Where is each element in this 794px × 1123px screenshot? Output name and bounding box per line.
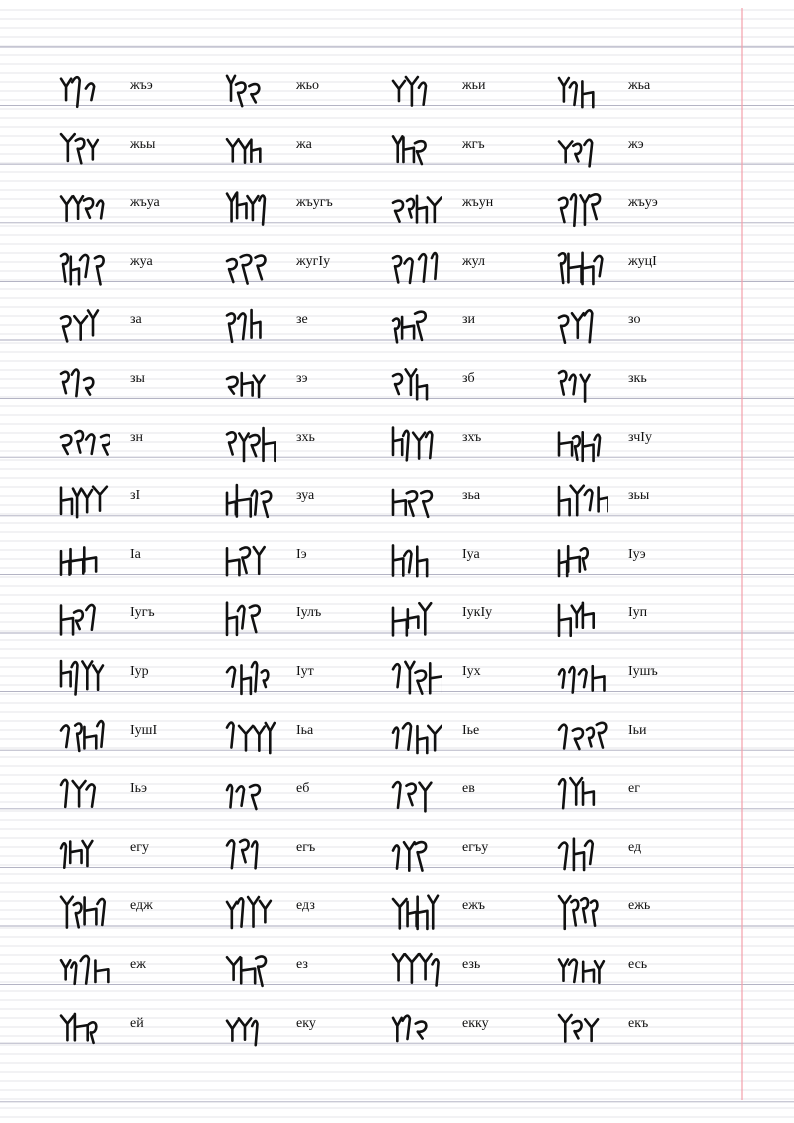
handwritten-glyph-icon	[224, 189, 276, 234]
handwritten-glyph-icon	[224, 365, 276, 410]
entry-label: Iуэ	[628, 546, 646, 562]
handwritten-glyph-icon	[58, 189, 110, 234]
handwritten-glyph-icon	[556, 248, 608, 293]
handwritten-glyph-icon	[556, 599, 608, 644]
handwritten-glyph-icon	[556, 424, 608, 469]
entry-row	[0, 880, 794, 938]
entry-label: езь	[462, 957, 481, 972]
handwritten-glyph-icon	[58, 1010, 110, 1055]
entry-label: зI	[130, 488, 141, 504]
handwritten-glyph-icon	[58, 306, 110, 351]
handwritten-glyph-icon	[390, 717, 442, 762]
handwritten-glyph-icon	[390, 131, 442, 176]
entry-label: жьы	[130, 136, 156, 152]
entry-label: жъун	[462, 195, 494, 211]
entry-label: жьи	[462, 78, 486, 93]
handwritten-glyph-icon	[556, 72, 608, 117]
entry-label: зб	[462, 371, 475, 386]
entry-label: жуцI	[628, 253, 657, 269]
handwritten-glyph-icon	[224, 658, 276, 703]
entry-row	[0, 119, 794, 177]
handwritten-glyph-icon	[390, 248, 442, 293]
handwritten-glyph-icon	[224, 424, 276, 469]
handwritten-glyph-icon	[224, 834, 276, 879]
handwritten-glyph-icon	[224, 599, 276, 644]
entry-label: зо	[628, 312, 641, 328]
entry-row	[0, 705, 794, 763]
handwritten-glyph-icon	[390, 365, 442, 410]
entry-label: жъугъ	[296, 195, 333, 211]
handwritten-glyph-icon	[556, 365, 608, 410]
entry-label: ежь	[628, 898, 651, 914]
entry-label: едж	[130, 898, 153, 914]
handwritten-glyph-icon	[58, 482, 110, 527]
entry-row	[0, 646, 794, 704]
entry-label: Iьа	[296, 722, 314, 738]
entry-label: еб	[296, 781, 310, 797]
entry-label: жул	[462, 253, 486, 269]
entry-row	[0, 412, 794, 470]
entry-label: Iугъ	[130, 605, 155, 621]
handwritten-glyph-icon	[390, 1010, 442, 1055]
handwritten-glyph-icon	[556, 834, 608, 879]
handwritten-glyph-icon	[390, 599, 442, 644]
handwritten-glyph-icon	[58, 892, 110, 937]
entry-label: егу	[130, 839, 149, 855]
entry-label: зы	[130, 371, 145, 386]
entry-label: зхъ	[462, 429, 482, 445]
entry-label: зе	[296, 312, 308, 328]
entry-label: Iур	[130, 664, 149, 679]
entry-row	[0, 587, 794, 645]
handwritten-glyph-icon	[556, 541, 608, 586]
entry-label: зн	[130, 429, 144, 445]
entry-label: зхь	[296, 429, 315, 445]
entry-label: жгъ	[462, 136, 485, 152]
handwritten-glyph-icon	[224, 306, 276, 351]
handwritten-glyph-icon	[58, 424, 110, 469]
entry-label: жъэ	[130, 78, 153, 93]
handwritten-glyph-icon	[58, 951, 110, 996]
entry-label: зьы	[628, 488, 650, 504]
entry-row	[0, 470, 794, 528]
entry-label: зи	[462, 312, 476, 328]
handwritten-glyph-icon	[390, 72, 442, 117]
handwritten-glyph-icon	[224, 248, 276, 293]
entry-label: ед	[628, 839, 642, 855]
handwritten-glyph-icon	[224, 482, 276, 527]
entry-row	[0, 822, 794, 880]
handwritten-glyph-icon	[58, 658, 110, 703]
handwritten-glyph-icon	[390, 951, 442, 996]
handwritten-glyph-icon	[390, 541, 442, 586]
entry-label: жуа	[130, 253, 153, 269]
entry-label: Iушъ	[628, 664, 658, 679]
handwritten-glyph-icon	[224, 1010, 276, 1055]
entry-label: еку	[296, 1015, 316, 1031]
entry-label: жугIу	[296, 253, 331, 269]
entry-label: зкь	[628, 371, 647, 386]
handwritten-glyph-icon	[390, 189, 442, 234]
entry-label: Iьи	[628, 722, 647, 738]
entry-label: Iуп	[628, 605, 648, 621]
entry-row	[0, 763, 794, 821]
handwritten-glyph-icon	[58, 72, 110, 117]
handwritten-glyph-icon	[224, 717, 276, 762]
entry-row	[0, 294, 794, 352]
handwritten-glyph-icon	[58, 365, 110, 410]
handwritten-glyph-icon	[556, 131, 608, 176]
entry-label: Iулъ	[296, 605, 322, 621]
handwritten-glyph-icon	[224, 892, 276, 937]
entry-label: есь	[628, 957, 648, 972]
entry-label: Iут	[296, 664, 314, 679]
handwritten-glyph-icon	[58, 541, 110, 586]
entry-label: егъ	[296, 839, 316, 855]
entry-label: IушI	[130, 722, 158, 738]
entry-label: жэ	[628, 136, 644, 152]
handwritten-glyph-icon	[556, 775, 608, 820]
entry-label: едз	[296, 898, 315, 914]
handwritten-glyph-icon	[390, 834, 442, 879]
entry-row	[0, 60, 794, 118]
handwritten-glyph-icon	[58, 717, 110, 762]
handwritten-glyph-icon	[58, 775, 110, 820]
entry-label: ез	[296, 957, 308, 972]
handwritten-glyph-icon	[556, 951, 608, 996]
handwritten-glyph-icon	[556, 189, 608, 234]
entry-label: Iа	[130, 546, 141, 562]
handwritten-glyph-icon	[556, 892, 608, 937]
entry-row	[0, 177, 794, 235]
handwritten-glyph-icon	[58, 248, 110, 293]
entry-label: Iье	[462, 722, 480, 738]
entry-label: Iух	[462, 664, 481, 679]
handwritten-glyph-icon	[556, 1010, 608, 1055]
handwritten-glyph-icon	[58, 834, 110, 879]
handwritten-glyph-icon	[390, 482, 442, 527]
entry-row	[0, 236, 794, 294]
entry-label: жъуа	[130, 195, 160, 211]
handwritten-glyph-icon	[556, 717, 608, 762]
handwritten-glyph-icon	[556, 482, 608, 527]
entry-label: жа	[296, 136, 312, 152]
entry-label: Iэ	[296, 546, 307, 562]
entry-label: ег	[628, 781, 640, 797]
handwritten-glyph-icon	[58, 131, 110, 176]
entry-label: ев	[462, 781, 475, 797]
entry-label: егъу	[462, 839, 489, 855]
entry-label: еж	[130, 957, 146, 972]
handwritten-glyph-icon	[224, 72, 276, 117]
entry-label: Iуа	[462, 546, 480, 562]
entry-label: ежъ	[462, 898, 485, 914]
entry-label: жьа	[628, 78, 651, 93]
entry-label: ей	[130, 1015, 144, 1031]
handwritten-glyph-icon	[390, 658, 442, 703]
entry-label: Iьэ	[130, 781, 148, 797]
entry-label: жьо	[296, 78, 320, 93]
entry-label: зьа	[462, 488, 481, 504]
entry-label: жъуэ	[628, 195, 658, 211]
handwritten-glyph-icon	[390, 424, 442, 469]
handwritten-glyph-icon	[556, 306, 608, 351]
entry-label: IукIу	[462, 605, 493, 621]
handwritten-glyph-icon	[390, 775, 442, 820]
entry-row	[0, 353, 794, 411]
handwritten-glyph-icon	[390, 306, 442, 351]
entry-row	[0, 998, 794, 1056]
entry-row	[0, 529, 794, 587]
handwritten-glyph-icon	[224, 951, 276, 996]
handwritten-glyph-icon	[58, 599, 110, 644]
entry-row	[0, 939, 794, 997]
entry-label: екку	[462, 1015, 489, 1031]
entry-label: зчIу	[628, 429, 652, 445]
handwritten-glyph-icon	[556, 658, 608, 703]
handwritten-glyph-icon	[390, 892, 442, 937]
entry-label: за	[130, 312, 142, 328]
entry-label: екъ	[628, 1015, 649, 1031]
entry-label: зуа	[296, 488, 315, 504]
handwritten-glyph-icon	[224, 775, 276, 820]
handwritten-glyph-icon	[224, 131, 276, 176]
entry-label: зэ	[296, 371, 308, 386]
handwritten-glyph-icon	[224, 541, 276, 586]
